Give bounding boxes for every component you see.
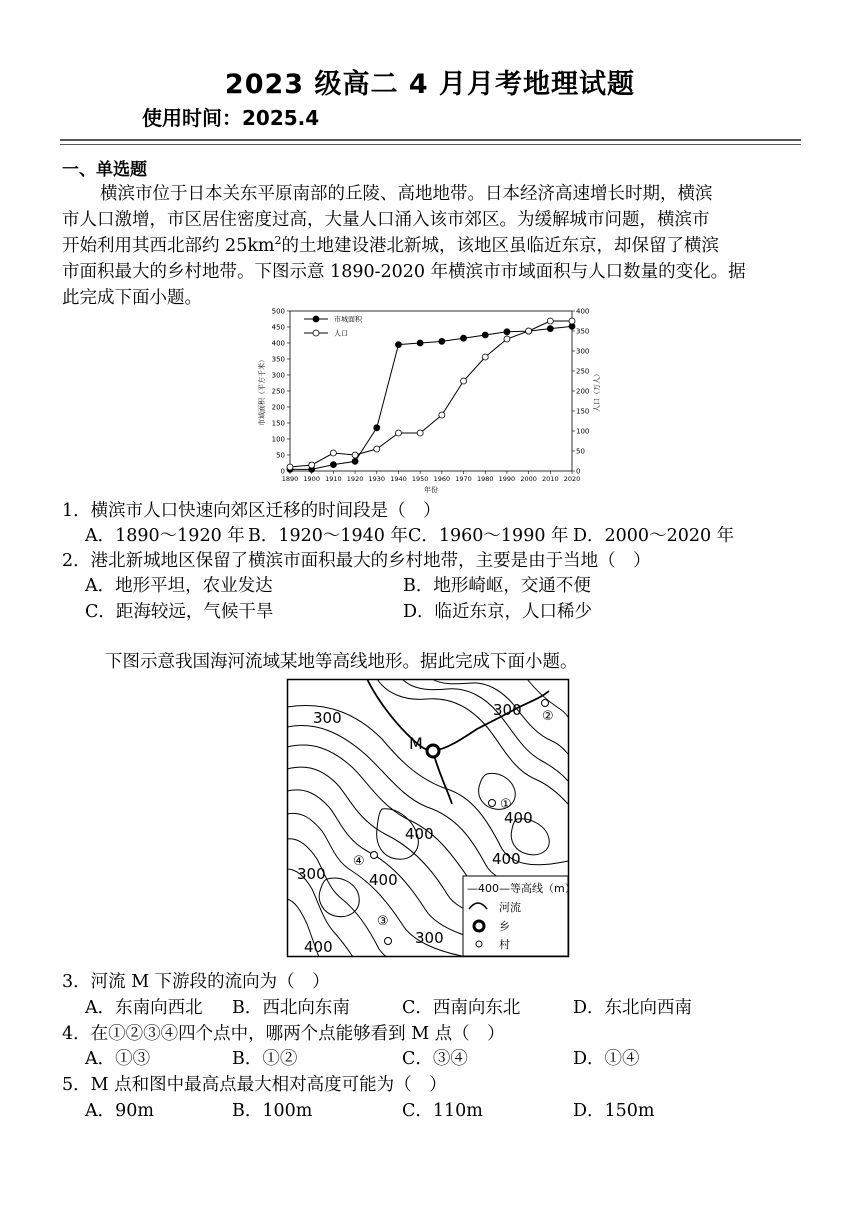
- question-2: 2．港北新城地区保留了横滨市面积最大的乡村地带，主要是由于当地（ ）: [62, 551, 651, 571]
- data-point-0: [504, 329, 510, 335]
- map-legend: [463, 876, 576, 956]
- y-left-tick-label: 200: [271, 403, 285, 412]
- y-right-tick-label: 150: [576, 407, 590, 416]
- option: B．西北向东南: [232, 998, 350, 1018]
- y-left-tick-label: 150: [271, 419, 285, 428]
- option: A．①③: [85, 1049, 151, 1069]
- svg-text:②: ②: [542, 709, 554, 724]
- y-right-tick-label: 0: [576, 467, 581, 476]
- svg-text:400: 400: [492, 850, 521, 868]
- option: D．2000～2020 年: [573, 526, 735, 546]
- township-m: [427, 745, 439, 757]
- data-point-1: [526, 328, 532, 334]
- y-right-tick-label: 400: [576, 307, 590, 316]
- y-right-axis-label: 人口（万人）: [593, 370, 601, 412]
- option: D．①④: [573, 1049, 640, 1069]
- svg-text:①: ①: [500, 797, 512, 812]
- x-axis-label: 年份: [424, 486, 438, 494]
- option: D．东北向西南: [573, 998, 693, 1018]
- data-point-0: [461, 335, 467, 341]
- y-left-tick-label: 100: [271, 435, 285, 444]
- x-tick-label: 1920: [346, 475, 364, 483]
- y-right-tick-label: 50: [576, 447, 585, 456]
- legend-marker-1: [313, 330, 319, 336]
- y-left-axis-label: 市域面积（平方千米）: [258, 356, 266, 426]
- intro-line: 市面积最大的乡村地带。下图示意 1890-2020 年横滨市市域面积与人口数量的变化。据: [62, 262, 746, 282]
- data-point-0: [352, 458, 358, 464]
- village-point-1: [489, 800, 496, 807]
- area-population-chart: [250, 305, 601, 495]
- village-point-4: [371, 852, 378, 859]
- option: A．地形平坦，农业发达: [85, 576, 273, 596]
- x-tick-label: 1950: [411, 475, 429, 483]
- intro-line: 市人口激增，市区居住密度过高，大量人口涌入该市郊区。为缓解城市问题，横滨市: [62, 210, 710, 230]
- option: A．90m: [85, 1101, 155, 1121]
- y-right-tick-label: 300: [576, 347, 590, 356]
- intro-line: 横滨市位于日本关东平原南部的丘陵、高地地带。日本经济高速增长时期，横滨: [100, 184, 713, 204]
- option: A．东南向西北: [85, 998, 203, 1018]
- y-right-tick-label: 200: [576, 387, 590, 396]
- x-tick-label: 1990: [498, 475, 516, 483]
- question-1: 1．横滨市人口快速向郊区迁移的时间段是（ ）: [62, 501, 441, 521]
- x-tick-label: 1980: [476, 475, 494, 483]
- intro-line: 此完成下面小题。: [62, 288, 202, 308]
- data-point-0: [482, 332, 488, 338]
- svg-text:村: 村: [499, 938, 510, 951]
- y-left-tick-label: 500: [271, 307, 285, 316]
- superscript: 2: [274, 234, 282, 248]
- data-point-0: [547, 326, 553, 332]
- contour-map: [287, 679, 576, 957]
- data-point-1: [309, 462, 315, 468]
- x-tick-label: 1930: [368, 475, 386, 483]
- svg-text:—400—等高线（m）: —400—等高线（m）: [467, 882, 576, 895]
- village-point-2: [542, 700, 549, 707]
- page-title: 2023 级高二 4 月月考地理试题: [224, 69, 636, 100]
- x-tick-label: 2020: [563, 475, 581, 483]
- y-left-tick-label: 450: [271, 323, 285, 332]
- svg-text:400: 400: [504, 809, 533, 827]
- data-point-1: [439, 412, 445, 418]
- x-tick-label: 1970: [455, 475, 472, 483]
- exam-date: 使用时间：2025.4: [142, 106, 320, 130]
- svg-text:400: 400: [405, 825, 434, 843]
- option: C．距海较远，气候干旱: [85, 602, 274, 622]
- data-point-1: [352, 452, 358, 458]
- legend-label-1: 人口: [334, 329, 348, 338]
- data-point-1: [482, 354, 488, 360]
- x-tick-label: 2010: [542, 475, 559, 483]
- svg-text:400: 400: [304, 938, 333, 956]
- option: D．150m: [573, 1101, 655, 1121]
- section-heading: 一、单选题: [62, 160, 147, 180]
- intro-2: 下图示意我国海河流域某地等高线地形。据此完成下面小题。: [105, 652, 578, 672]
- data-point-1: [461, 378, 467, 384]
- y-left-tick-label: 250: [271, 387, 285, 396]
- question-3: 3．河流 M 下游段的流向为（ ）: [62, 972, 330, 992]
- svg-text:300: 300: [297, 865, 326, 883]
- y-right-tick-label: 250: [576, 367, 590, 376]
- x-tick-label: 1960: [433, 475, 451, 483]
- question-5: 5．M 点和图中最高点最大相对高度可能为（ ）: [62, 1075, 447, 1095]
- x-tick-label: 1910: [325, 475, 342, 483]
- data-point-1: [395, 430, 401, 436]
- question-4: 4．在①②③④四个点中，哪两个点能够看到 M 点（ ）: [62, 1024, 505, 1044]
- svg-text:④: ④: [353, 854, 365, 869]
- option: D．临近东京，人口稀少: [403, 602, 593, 622]
- svg-text:400: 400: [369, 871, 398, 889]
- option: B．①②: [232, 1049, 298, 1069]
- y-left-tick-label: 0: [280, 467, 285, 476]
- y-right-tick-label: 100: [576, 427, 590, 436]
- x-tick-label: 1900: [303, 475, 320, 483]
- y-right-tick-label: 350: [576, 327, 590, 336]
- svg-text:③: ③: [377, 914, 389, 929]
- data-point-1: [504, 336, 510, 342]
- data-point-0: [330, 462, 336, 468]
- y-left-tick-label: 50: [276, 451, 285, 460]
- village-point-3: [385, 938, 392, 945]
- data-point-1: [547, 318, 553, 324]
- option: C．110m: [402, 1101, 483, 1121]
- x-tick-label: 1890: [281, 475, 299, 483]
- option: B．1920～1940 年: [248, 526, 408, 546]
- data-point-1: [569, 318, 575, 324]
- divider: [60, 139, 801, 141]
- data-point-0: [417, 340, 423, 346]
- svg-text:300: 300: [415, 929, 444, 947]
- data-point-1: [374, 446, 380, 452]
- data-point-1: [417, 430, 423, 436]
- series-line-0: [290, 326, 572, 469]
- option: B．100m: [232, 1101, 313, 1121]
- svg-text:河流: 河流: [499, 901, 521, 914]
- divider: [60, 144, 801, 145]
- data-point-0: [374, 425, 380, 431]
- svg-text:300: 300: [493, 701, 522, 719]
- data-point-0: [439, 338, 445, 344]
- data-point-1: [330, 450, 336, 456]
- data-point-0: [395, 342, 401, 348]
- legend-marker-0: [313, 316, 319, 322]
- option: C．1960～1990 年: [408, 526, 569, 546]
- series-line-1: [290, 321, 572, 467]
- svg-text:300: 300: [313, 709, 342, 727]
- x-tick-label: 1940: [390, 475, 407, 483]
- svg-text:M: M: [409, 734, 423, 753]
- y-left-tick-label: 400: [271, 339, 285, 348]
- svg-text:乡: 乡: [499, 920, 510, 933]
- x-tick-label: 2000: [520, 475, 537, 483]
- data-point-1: [287, 464, 293, 470]
- legend-label-0: 市城面积: [334, 315, 362, 324]
- option: C．西南向东北: [402, 998, 521, 1018]
- option: C．③④: [402, 1049, 468, 1069]
- option: A．1890～1920 年: [85, 526, 245, 546]
- option: B．地形崎岖，交通不便: [403, 576, 591, 596]
- y-left-tick-label: 300: [271, 371, 285, 380]
- intro-line: 开始利用其西北部约 $25km^2$的土地建设港北新城，该地区虽临近东京，却保留了横滨: [62, 234, 720, 256]
- plot-frame: [290, 311, 572, 471]
- y-left-tick-label: 350: [271, 355, 285, 364]
